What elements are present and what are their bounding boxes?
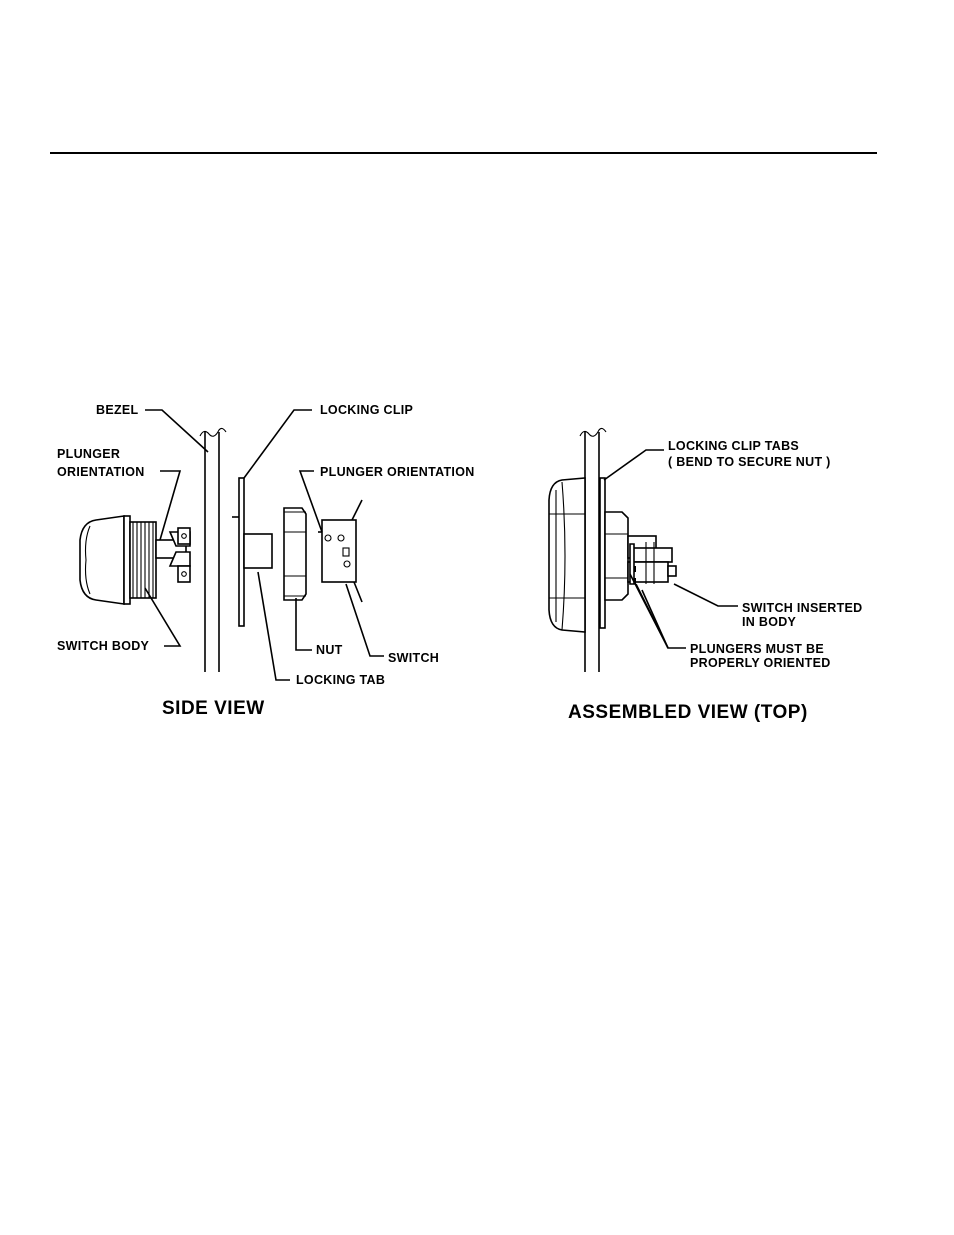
plunger-orientation-right-label: PLUNGER ORIENTATION — [320, 465, 475, 479]
switch-part — [318, 500, 362, 602]
plungers-label-line2: PROPERLY ORIENTED — [690, 656, 831, 670]
locking-clip-tabs-label-line2: ( BEND TO SECURE NUT ) — [668, 455, 831, 469]
side-view — [57, 403, 475, 719]
assembled-view — [549, 428, 862, 723]
bezel-panel — [200, 428, 226, 672]
plunger-orientation-label-line2: ORIENTATION — [57, 465, 145, 479]
bezel-label: BEZEL — [96, 403, 139, 417]
nut-label: NUT — [316, 643, 343, 657]
assembled-nut — [605, 512, 628, 600]
switch-body-part — [80, 516, 190, 604]
assembled-switch — [628, 536, 676, 584]
nut-part — [284, 508, 306, 600]
side-view-caption: SIDE VIEW — [162, 698, 265, 719]
switch-inserted-label-line1: SWITCH INSERTED — [742, 601, 863, 615]
locking-clip-part — [232, 478, 272, 626]
locking-clip-tabs-label-line1: LOCKING CLIP TABS — [668, 439, 800, 453]
switch-inserted-label-line2: IN BODY — [742, 615, 797, 629]
switch-label: SWITCH — [388, 651, 440, 665]
switch-body-label: SWITCH BODY — [57, 639, 150, 653]
locking-tab-label: LOCKING TAB — [296, 673, 386, 687]
assembled-view-caption: ASSEMBLED VIEW (TOP) — [568, 702, 808, 723]
plungers-label-line1: PLUNGERS MUST BE — [690, 642, 824, 656]
locking-clip-label: LOCKING CLIP — [320, 403, 414, 417]
assembled-button — [549, 478, 585, 632]
plunger-orientation-label-line1: PLUNGER — [57, 447, 121, 461]
